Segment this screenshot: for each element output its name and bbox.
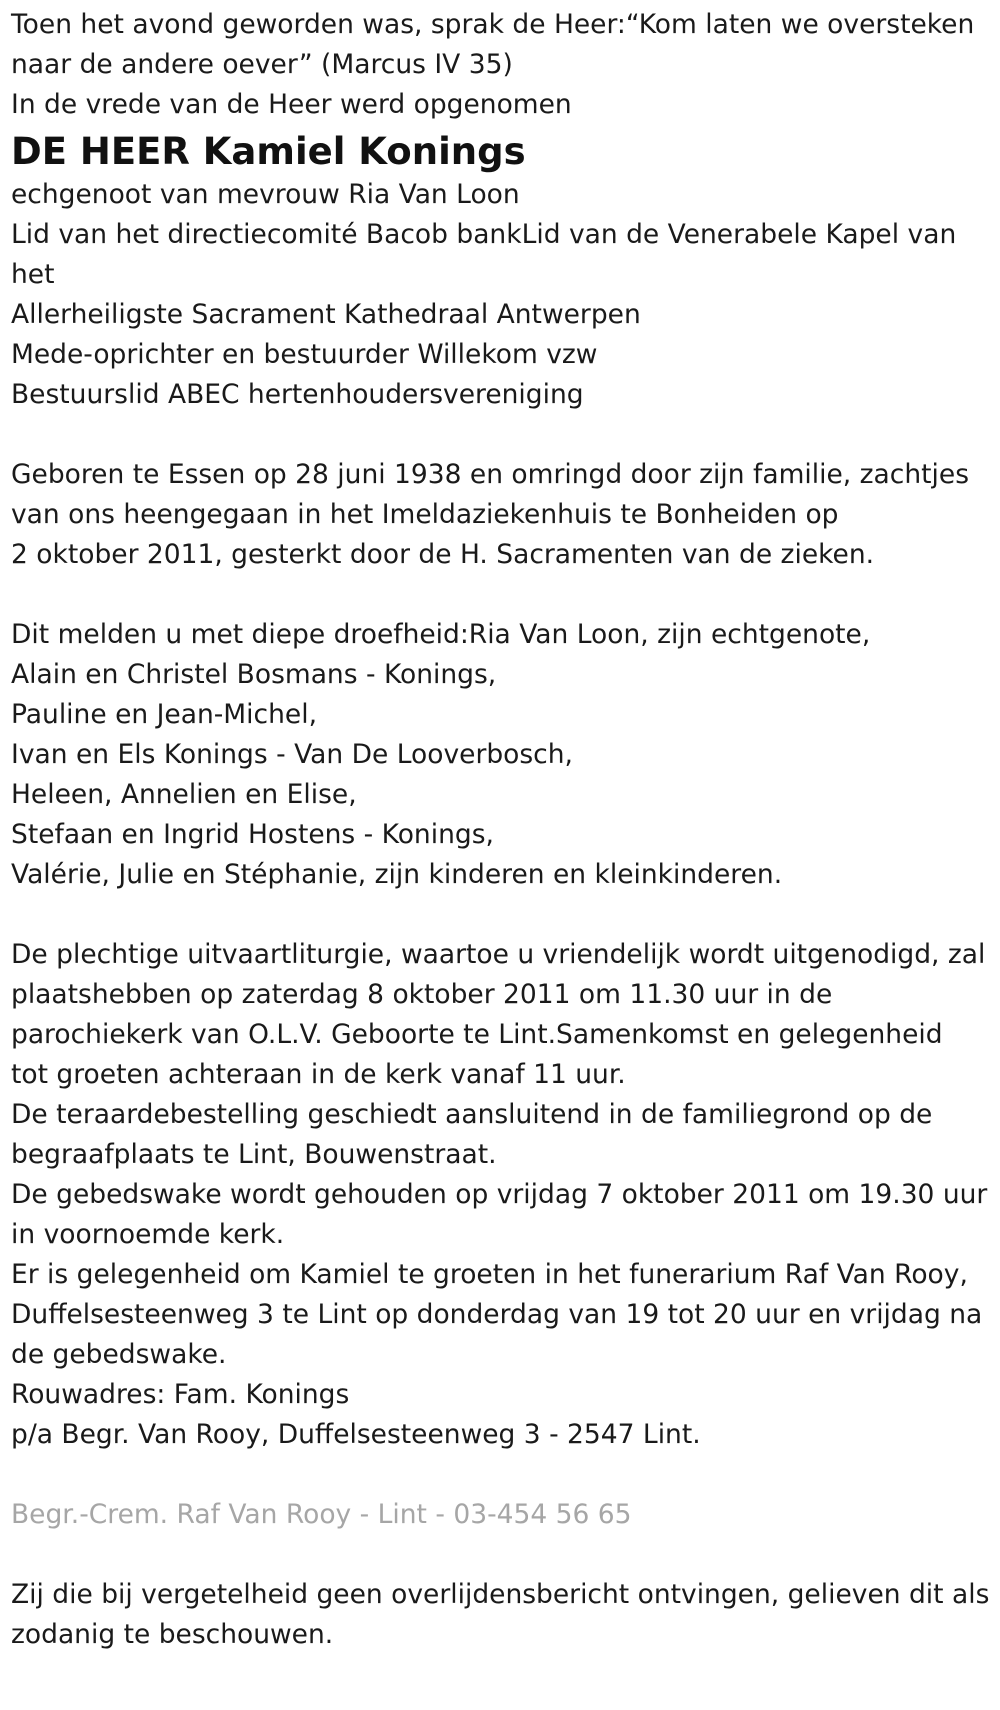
birth-line: Geboren te Essen op 28 juni 1938 en omringd door zijn familie, zachtjes [11,459,969,490]
ceremony-line: tot groeten achteraan in de kerk vanaf 11 uur. [11,1059,626,1090]
intro-line: naar de andere oever” (Marcus IV 35) [11,49,513,80]
ceremony-line: in voornoemde kerk. [11,1219,285,1250]
family-line: Alain en Christel Bosmans - Konings, [11,659,497,690]
closing-line: Zij die bij vergetelheid geen overlijdensbericht ontvingen, gelieven dit als [11,1579,990,1610]
ceremony-line: parochiekerk van O.L.V. Geboorte te Lint.Samenkomst en gelegenheid [11,1019,943,1050]
spacer [11,575,992,615]
family-line: Dit melden u met diepe droefheid:Ria Van Loon, zijn echtgenote, [11,619,871,650]
family-line: Ivan en Els Konings - Van De Looverbosch, [11,739,573,770]
role-line: Allerheiligste Sacrament Kathedraal Antwerpen [11,299,641,330]
family-list [11,615,992,895]
intro-line: Toen het avond geworden was, sprak de Heer:“Kom laten we oversteken [11,9,975,40]
family-line: Heleen, Annelien en Elise, [11,779,357,810]
spacer [11,415,992,455]
birth-death-paragraph [11,455,992,575]
undertaker-info: Begr.-Crem. Raf Van Rooy - Lint - 03-454 56 65 [11,1499,632,1530]
role-line: Mede-oprichter en bestuurder Willekom vzw [11,339,598,370]
deceased-name-title: DE HEER Kamiel Konings [11,130,526,173]
spacer [11,895,992,935]
ceremony-line: Rouwadres: Fam. Konings [11,1379,350,1410]
ceremony-line: de gebedswake. [11,1339,227,1370]
ceremony-line: Er is gelegenheid om Kamiel te groeten in het funerarium Raf Van Rooy, [11,1259,968,1290]
ceremony-details [11,935,992,1455]
ceremony-line: De teraardebestelling geschiedt aansluitend in de familiegrond op de [11,1099,933,1130]
ceremony-line: De gebedswake wordt gehouden op vrijdag 7 oktober 2011 om 19.30 uur [11,1179,988,1210]
ceremony-line: p/a Begr. Van Rooy, Duffelsesteenweg 3 - 2547 Lint. [11,1419,701,1450]
ceremony-line: Duffelsesteenweg 3 te Lint op donderdag van 19 tot 20 uur en vrijdag na [11,1299,983,1330]
role-line: Lid van het directiecomité Bacob bankLid van de Venerabele Kapel van [11,219,957,250]
birth-line: van ons heengegaan in het Imeldaziekenhuis te Bonheiden op [11,499,839,530]
spacer [11,1535,992,1575]
family-line: Pauline en Jean-Michel, [11,699,317,730]
family-line: Stefaan en Ingrid Hostens - Konings, [11,819,494,850]
intro-line: In de vrede van de Heer werd opgenomen [11,89,572,120]
closing-note [11,1575,992,1655]
closing-line: zodanig te beschouwen. [11,1619,334,1650]
role-line: Bestuurslid ABEC hertenhoudersvereniging [11,379,584,410]
spacer [11,1455,992,1495]
ceremony-line: De plechtige uitvaartliturgie, waartoe u vriendelijk wordt uitgenodigd, zal [11,939,986,970]
roles-list [11,175,992,415]
role-line: het [11,259,55,290]
birth-line: 2 oktober 2011, gesterkt door de H. Sacramenten van de zieken. [11,539,875,570]
intro-quote [11,5,992,125]
ceremony-line: begraafplaats te Lint, Bouwenstraat. [11,1139,497,1170]
role-line: echgenoot van mevrouw Ria Van Loon [11,179,520,210]
ceremony-line: plaatshebben op zaterdag 8 oktober 2011 om 11.30 uur in de [11,979,833,1010]
family-line: Valérie, Julie en Stéphanie, zijn kinderen en kleinkinderen. [11,859,783,890]
